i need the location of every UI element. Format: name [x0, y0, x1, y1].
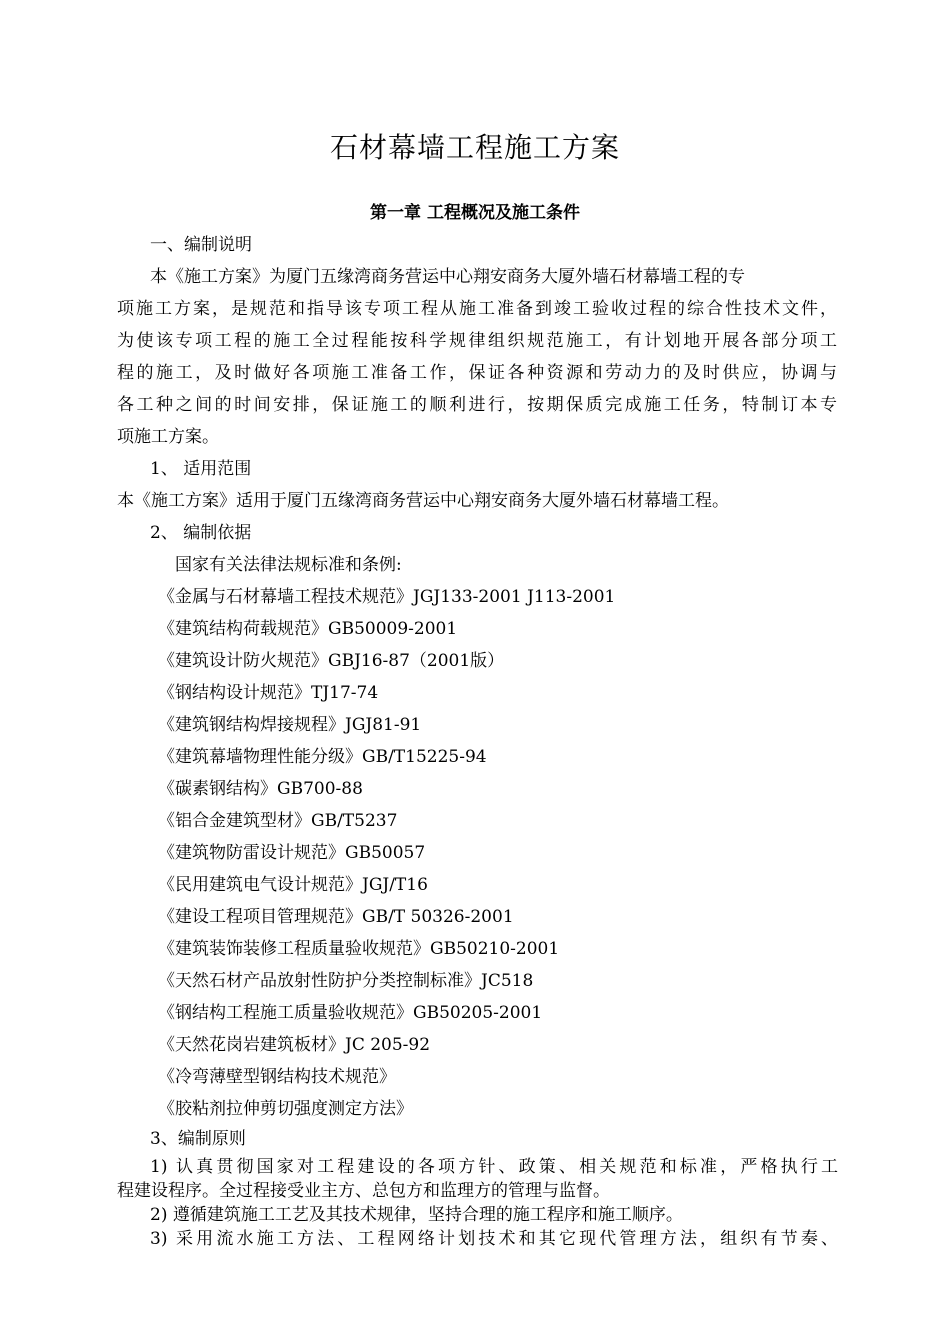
- scope-text: 本《施工方案》适用于厦门五缘湾商务营运中心翔安商务大厦外墙石材幕墙工程。: [117, 491, 729, 511]
- document-title: 石材幕墙工程施工方案: [329, 131, 620, 164]
- chapter-title: 第一章 工程概况及施工条件: [370, 203, 580, 223]
- reference-item: 《碳素钢结构》GB700-88: [158, 779, 363, 799]
- reference-item: 《金属与石材幕墙工程技术规范》JGJ133-2001 J113-2001: [158, 587, 616, 607]
- principles-heading: 3、编制原则: [150, 1129, 246, 1149]
- reference-item: 《建筑物防雷设计规范》GB50057: [158, 843, 426, 863]
- intro-line-4: 程的施工，及时做好各项施工准备工作，保证各种资源和劳动力的及时供应，协调与: [117, 363, 837, 383]
- principle-line-2: 程建设程序。全过程接受业主方、总包方和监理方的管理与监督。: [117, 1181, 610, 1201]
- reference-item: 《钢结构工程施工质量验收规范》GB50205-2001: [158, 1003, 543, 1023]
- intro-line-6: 项施工方案。: [117, 427, 219, 447]
- reference-item: 《建筑结构荷载规范》GB50009-2001: [158, 619, 458, 639]
- reference-item: 《钢结构设计规范》TJ17-74: [158, 683, 379, 703]
- intro-line-3: 为使该专项工程的施工全过程能按科学规律组织规范施工，有计划地开展各部分项工: [117, 331, 837, 351]
- reference-item: 《建筑设计防火规范》GBJ16-87（2001版）: [158, 651, 505, 671]
- principle-line-4: 3) 采用流水施工方法、工程网络计划技术和其它现代管理方法，组织有节奏、: [150, 1229, 838, 1249]
- principle-line-1: 1) 认真贯彻国家对工程建设的各项方针、政策、相关规范和标准，严格执行工: [150, 1157, 838, 1177]
- principle-line-3: 2) 遵循建筑施工工艺及其技术规律，坚持合理的施工程序和施工顺序。: [150, 1205, 683, 1225]
- reference-item: 《铝合金建筑型材》GB/T5237: [158, 811, 398, 831]
- basis-intro: 国家有关法律法规标准和条例:: [175, 555, 402, 575]
- reference-item: 《冷弯薄壁型钢结构技术规范》: [158, 1067, 396, 1087]
- basis-heading: 2、 编制依据: [150, 523, 252, 543]
- reference-item: 《天然花岗岩建筑板材》JC 205-92: [158, 1035, 431, 1055]
- intro-line-1: 本《施工方案》为厦门五缘湾商务营运中心翔安商务大厦外墙石材幕墙工程的专: [150, 267, 745, 287]
- reference-item: 《建设工程项目管理规范》GB/T 50326-2001: [158, 907, 514, 927]
- section-heading-compilation: 一、编制说明: [150, 235, 252, 255]
- reference-item: 《天然石材产品放射性防护分类控制标准》JC518: [158, 971, 534, 991]
- reference-item: 《建筑钢结构焊接规程》JGJ81-91: [158, 715, 422, 735]
- scope-heading: 1、 适用范围: [150, 459, 252, 479]
- reference-item: 《建筑装饰装修工程质量验收规范》GB50210-2001: [158, 939, 560, 959]
- intro-line-2: 项施工方案，是规范和指导该专项工程从施工准备到竣工验收过程的综合性技术文件，: [117, 299, 837, 319]
- reference-item: 《胶粘剂拉伸剪切强度测定方法》: [158, 1099, 413, 1119]
- reference-item: 《建筑幕墙物理性能分级》GB/T15225-94: [158, 747, 487, 767]
- intro-line-5: 各工种之间的时间安排，保证施工的顺利进行，按期保质完成施工任务，特制订本专: [117, 395, 837, 415]
- reference-item: 《民用建筑电气设计规范》JGJ/T16: [158, 875, 428, 895]
